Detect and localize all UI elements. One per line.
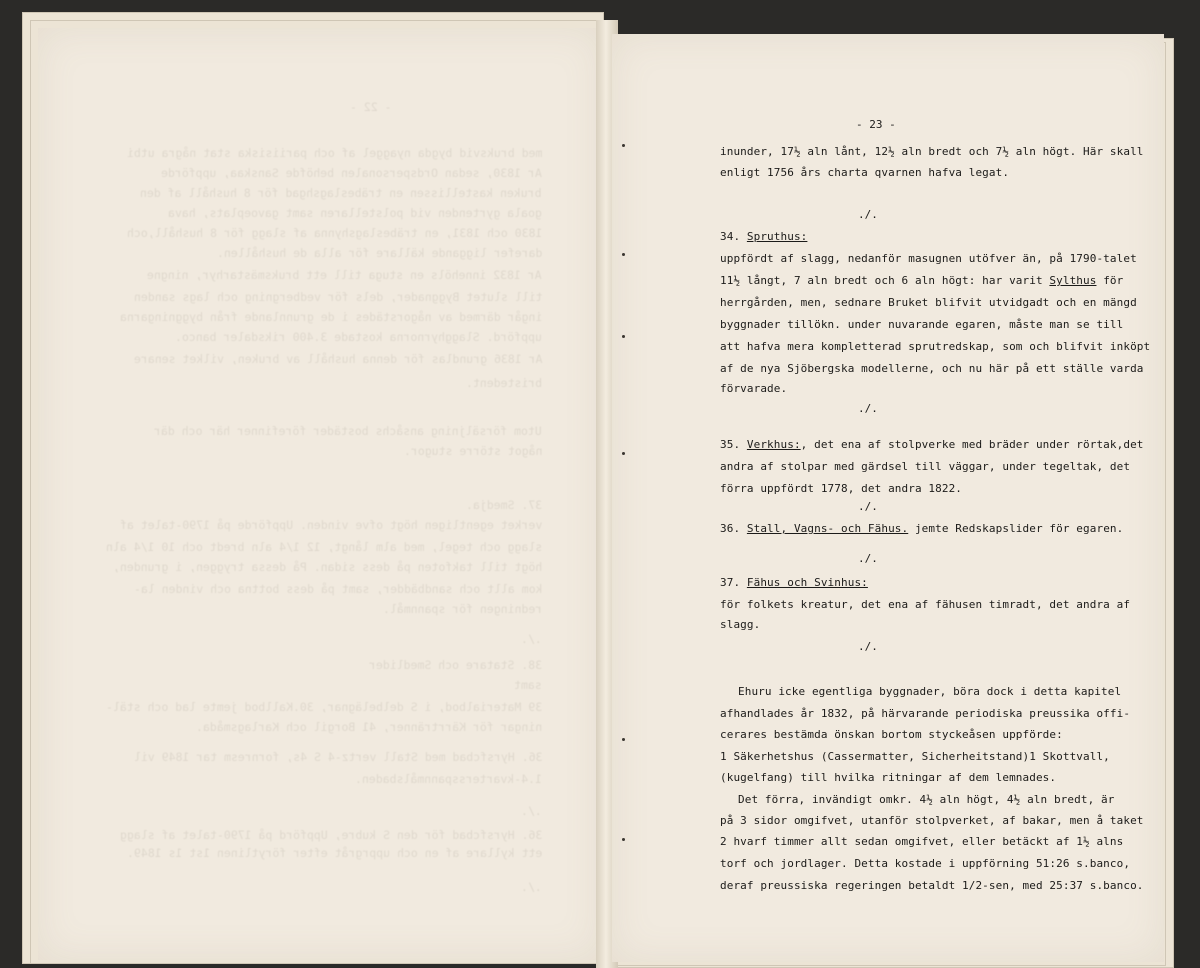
- text-line: af de nya Sjöbergska modellerne, och nu här på ett ställe varda: [720, 362, 1144, 375]
- section-separator: ./.: [858, 402, 878, 415]
- text-line: byggnader tillökn. under nuvarande egaren, måste man se till: [720, 318, 1124, 331]
- text-line: för folkets kreatur, det ena af fähusen timradt, det andra af: [720, 598, 1131, 611]
- text-line: på 3 sidor omgifvet, utanför stolpverket, af bakar, men å taket: [720, 814, 1144, 827]
- text-line: förra uppfördt 1778, det andra 1822.: [720, 482, 963, 495]
- text-line: förvarade.: [720, 382, 788, 395]
- page-number: - 23 -: [856, 118, 896, 131]
- section-separator: ./.: [858, 500, 878, 513]
- ghost-line: kom allt och sandbädder, samt på dess bottna och vinden la-: [133, 582, 542, 596]
- ghost-line: redningen för spannmål.: [382, 602, 542, 616]
- ghost-line: med bruksvid bygda nyaggel af och pariisiska stat några utbi: [126, 146, 542, 160]
- text-line: slagg.: [720, 618, 761, 631]
- ghost-line: darefer liggande källare för alla de hushållen.: [216, 246, 542, 260]
- ghost-line: ett kyllare af en och upprgråt efter förytlinen 1st 1s 1849.: [126, 846, 542, 860]
- section-separator: ./.: [858, 552, 878, 565]
- ghost-line: något större stugor.: [403, 444, 542, 458]
- ghost-line: Ar 1832 innehöls en stuga till ett bruksmästarhyr, ningne: [147, 268, 542, 282]
- text-line: Det förra, invändigt omkr. 4½ aln högt, 4½ aln bredt, är: [738, 793, 1115, 806]
- text-line: deraf preussiska regeringen betaldt 1/2-sen, med 25:37 s.banco.: [720, 879, 1144, 892]
- section-number: 35.: [720, 438, 747, 451]
- section-title: Fähus och Svinhus:: [746, 576, 868, 589]
- ghost-line: 38. Statare och Smedlider: [368, 658, 542, 672]
- ghost-line: Ar 1830, sedan Ordspersonalen behöfde Sanskaa, uppförde: [161, 166, 542, 180]
- text-line: inunder, 17½ aln lånt, 12½ aln bredt och 7½ aln högt. Här skall: [720, 145, 1144, 158]
- text-line: Ehuru icke egentliga byggnader, böra dock i detta kapitel: [738, 685, 1122, 698]
- section-heading-line: [720, 576, 868, 589]
- text-line: andra af stolpar med gärdsel till väggar, under tegeltak, det: [720, 460, 1131, 473]
- ghost-line: goala gyrtenden vid polstellaren samt gavoeplats, hava: [168, 206, 542, 220]
- ghost-line: 37. Smedja.: [465, 498, 542, 512]
- text-line: torf och jordlager. Detta kostade i uppförning 51:26 s.banco,: [720, 857, 1131, 870]
- ghost-line: till slutet Byggnader, dels för vedbergning och lags sanden: [133, 290, 542, 304]
- text-line: afhandlades år 1832, på härvarande periodiska preussika offi-: [720, 707, 1131, 720]
- ghost-line: ./.: [521, 880, 542, 894]
- section-number: 11½ långt, 7 aln bredt och 6 aln högt: har varit: [720, 274, 1050, 287]
- ghost-line: Ar 1836 grundlas för denna hushåll av bruken, vilket senare: [133, 352, 542, 366]
- margin-mark: [622, 738, 625, 741]
- text-line: (kugelfang) till hvilka ritningar af dem lemnades.: [720, 771, 1057, 784]
- ghost-line: bristedent.: [465, 376, 542, 390]
- ghost-line: samt: [514, 678, 542, 692]
- ghost-line: Utom försäljning ansåchs bostäder förefinner här och där: [154, 424, 542, 438]
- ghost-line: 36. Hyrsfcbad med Stall vertz-4 S 4s, fornresm tar 1849 vil: [133, 750, 542, 764]
- margin-mark: [622, 253, 625, 256]
- section-text: jemte Redskapslider för egaren.: [908, 522, 1124, 535]
- section-number: 36.: [720, 522, 747, 535]
- margin-mark: [622, 452, 625, 455]
- text-line: uppfördt af slagg, nedanför masugnen utöfver än, på 1790-talet: [720, 252, 1137, 265]
- section-separator: ./.: [858, 640, 878, 653]
- section-text: , det ena af stolpverke med bräder under rörtak,det: [800, 438, 1144, 451]
- ghost-line: ingår därmed av någorstädes i de grunnlande från byggningarna: [119, 310, 542, 324]
- ghost-line: 39 Materialbod, i S delbelägnar, 30.Kallbod jemte lad och stäl-: [105, 700, 542, 714]
- text-line: herrgården, men, sednare Bruket blifvit utvidgadt och en mängd: [720, 296, 1137, 309]
- section-separator: ./.: [858, 208, 878, 221]
- left-page: [38, 28, 602, 960]
- ghost-line: 1830 och 1831, en träbeslagshynna af slagg för 8 hushåll,och: [126, 226, 542, 240]
- section-title: Spruthus:: [746, 230, 808, 243]
- margin-mark: [622, 838, 625, 841]
- margin-mark: [622, 335, 625, 338]
- section-title: Stall, Vagns- och Fähus.: [746, 522, 909, 535]
- ghost-line: 1.4-kvartersspannmålsbaden.: [355, 772, 542, 786]
- text-line: cerares bestämda önskan bortom styckeåsen uppförde:: [720, 728, 1063, 741]
- ghost-line: uppförd. Slagghyrnorna kostade 3.400 riksdaler banco.: [175, 330, 542, 344]
- text-line: att hafva mera kompletterad sprutredskap, som och blifvit inköpt: [720, 340, 1151, 353]
- ghost-line: - 22 -: [350, 100, 392, 114]
- margin-mark: [622, 144, 625, 147]
- ghost-line: verket egentligen högt ofve vinden. Uppförde på 1790-talet af: [119, 518, 542, 532]
- ghost-line: högt till takfoten på dess sidan. På dessa tryggen, i grunden,: [112, 560, 542, 574]
- section-title: Verkhus:: [746, 438, 801, 451]
- section-number: 34.: [720, 230, 747, 243]
- section-title: Sylthus: [1049, 274, 1097, 287]
- section-heading-line: [720, 274, 1123, 287]
- ghost-line: slagg och tegel, med alm långt, 12 1/4 aln bredt och 10 1/4 aln: [105, 540, 542, 554]
- section-heading-line: [720, 522, 1123, 535]
- ghost-line: 36. Hyrsfcbad för den S kubre, Uppförd på 1790-talet af slagg: [119, 828, 542, 842]
- text-line: enligt 1756 års charta qvarnen hafva legat.: [720, 166, 1010, 179]
- ghost-line: ./.: [521, 632, 542, 646]
- ghost-line: ningar för Kärrtränner, 41 Borgil och Karlagsmåda.: [195, 720, 542, 734]
- section-heading-line: [720, 438, 1144, 451]
- section-text: för: [1096, 274, 1124, 287]
- text-line: 1 Säkerhetshus (Cassermatter, Sicherheitstand)1 Skottvall,: [720, 750, 1110, 763]
- ghost-line: bruken kastellissen en träbeslagshgad för 8 hushåll af den: [140, 186, 542, 200]
- ghost-line: ./.: [521, 804, 542, 818]
- text-line: 2 hvarf timmer allt sedan omgifvet, eller betäckt af 1½ alns: [720, 835, 1124, 848]
- section-heading-line: [720, 230, 807, 243]
- section-number: 37.: [720, 576, 747, 589]
